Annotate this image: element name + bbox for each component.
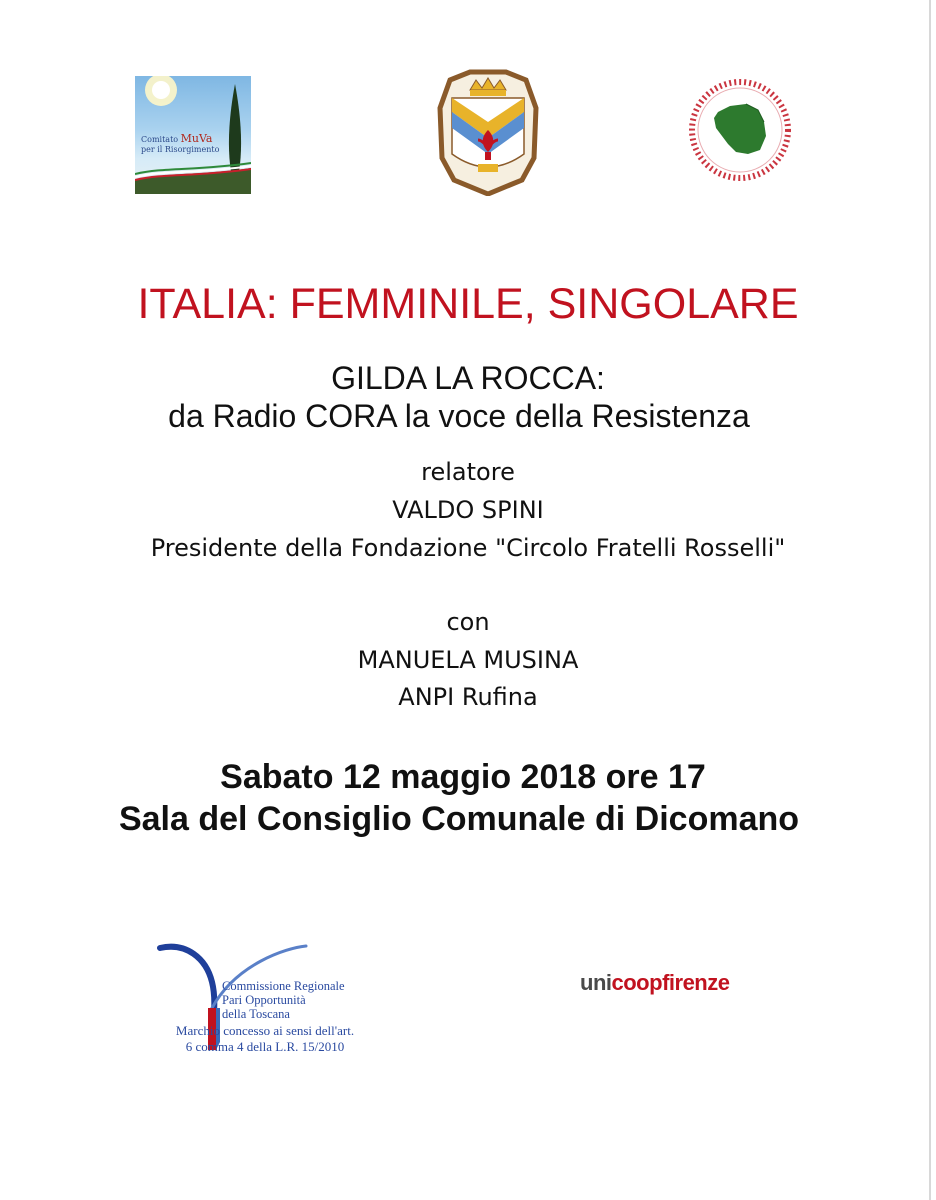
crpo-note-line1: Marchio concesso ai sensi dell'art. [175,1023,355,1038]
event-venue: Sala del Consiglio Comunale di Dicomano [118,800,800,838]
heraldic-crest-icon [436,68,540,196]
muva-logo-text [141,134,233,155]
guest-name: MANUELA MUSINA [357,646,579,674]
event-date: Sabato 12 maggio 2018 ore 17 [220,758,706,796]
unicoop-part3: firenze [662,970,730,995]
con-label: con [446,608,490,636]
crpo-note [159,1023,371,1055]
unicoop-firenze-logo [580,970,729,996]
event-subtitle-line2: da Radio CORA la voce della Resistenza [168,398,750,434]
event-title: ITALIA: FEMMINILE, SINGOLARE [137,280,799,328]
crpo-line2: Pari Opportunità [222,993,306,1007]
speaker-name: VALDO SPINI [392,496,544,524]
tuscany-seal-icon [688,70,792,190]
speaker-role: Presidente della Fondazione "Circolo Fratelli Rosselli" [150,534,786,562]
muva-name: MuVa [180,132,213,145]
muva-line1: Comitato [141,135,181,144]
unicoop-part2: coop [611,970,663,995]
crpo-line1: Commissione Regionale [222,979,345,993]
relatore-label: relatore [421,458,515,486]
muva-logo [135,76,251,194]
crpo-note-line2: 6 comma 4 della L.R. 15/2010 [185,1039,345,1054]
guest-organization: ANPI Rufina [398,683,538,711]
page-edge-divider [929,0,931,1200]
unicoop-part1: uni [580,970,612,995]
crpo-line3: della Toscana [222,1007,290,1021]
event-subtitle-line1: GILDA LA ROCCA: [331,360,605,396]
crpo-logo-text [222,979,345,1021]
muva-line2: per il Risorgimento [141,145,220,154]
